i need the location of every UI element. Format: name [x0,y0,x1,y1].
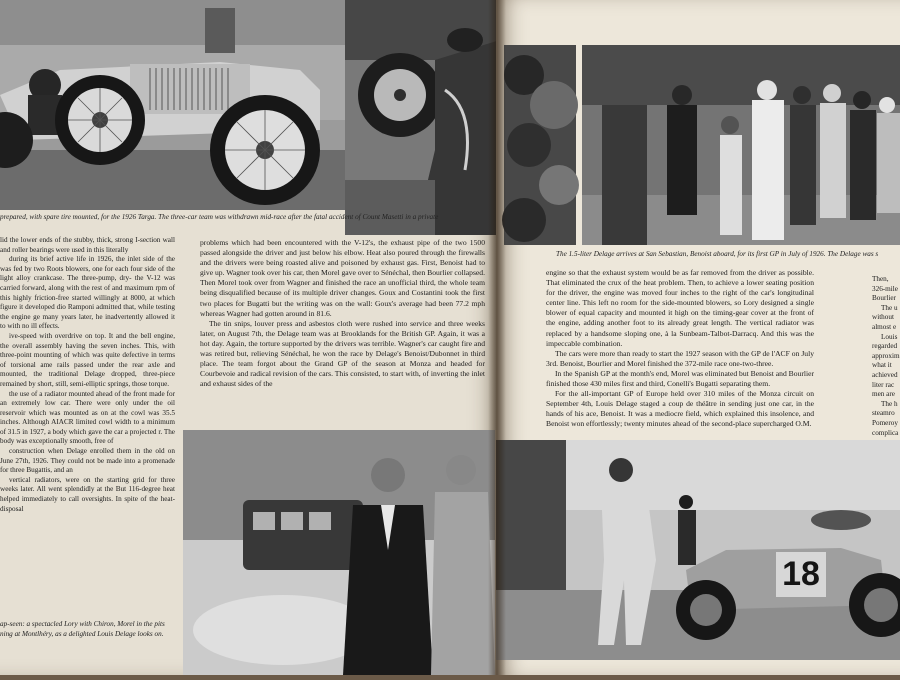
col3-paragraph-4: For the all-important GP of Europe held over 310 miles of the Monza circuit on September 4th, Louis Delage staged a coup de théâtre in sending just one car, in the hands of his ace, Benoist. It was a mediocre field, which explained this insolence, and Benoist won effortlessly; twenty minutes ahead of the second-place supercharged O.M. [546,389,814,429]
race-number-label: 18 [782,555,820,593]
col3-paragraph-1: engine so that the exhaust system would be as far removed from the driver as possible. That eliminated the crux of the heat problem. Then, to achieve a lower seating position for the driver, the engine was moved four inches to the right of the car's longitudinal center line. This left no room for the side-mounted blowers, so Lory designed a single blower of equal capacity and mounted it high on the timing-gear cover at the front of the engine, adding another foot to its already great length. The vertical radiator was replaced by a handsome sloping one, à la Sunbeam-Talbot-Darracq. And this was the impeccable combination. [546,268,814,348]
photo-delage-car-side [0,0,345,210]
col1-paragraph-5: construction when Delage enrolled them in the old on June 27th, 1926. They could not be made into a promenade for three Bugattis, and an [0,447,175,475]
col1-paragraph-4: the use of a radiator mounted ahead of the front made for an extremely low car. There were only under the oil reservoir which was mounted as on at the cowl was 35.5 inches. Although AIACR limited cowl width to a minimum of 31.5 in 1927, a body which gave the car a projected r. The body was exceptionally smooth, free of [0,389,175,446]
caption-top-left: prepared, with spare tire mounted, for the 1926 Targa. The three-car team was withdrawn mid-race after the fatal accident of Count Masetti in a private [0,213,439,221]
text-column-4 [872,275,900,437]
delage-car-illustration [0,0,345,210]
col1-paragraph-3: ive-speed with overdrive on top. It and the bell engine, the overall assembly having the seven inches. This, with three-point mounting of which was quite defective in terms of torsional ame rails passed under the rear axle and mounted, the traditional Delage dropped, three-piece remained by short, still, semi-elliptic springs, those torque. [0,331,175,388]
col3-paragraph-2: The cars were more than ready to start the 1927 season with the GP de l'ACF on July 3rd. Benoist, Bourlier and Morel finished the 372-mile race one-two-three. [546,348,814,368]
col1-paragraph-2: during its brief active life in 1926, the inlet side of the was fed by two Roots blowers, one for each four side of the light alloy crankcase. The three-pump, dry- the V-12 was carried forward, along with the rest of and maximum rpm of this highly friction-free started willingly at 8000, at which figure it developed dio Ramponi admitted that, while testing the engine ge many years later, he inadvertently allowed it to with no ill effects. [0,255,175,331]
photo-arrival-foliage [504,45,576,245]
lory-chiron-illustration [183,430,495,675]
caption-top-right: The 1.5-liter Delage arrives at San Sebastian, Benoist aboard, for its first GP in July of 1926. The Delage was s [556,250,879,258]
col4-paragraph-1: Then, 326-mile Bourlier [872,275,898,303]
photo-car-eighteen-pits [496,440,900,660]
col4-paragraph-2: The u without almost e [872,303,898,331]
right-page [496,0,900,675]
car-detail-illustration [345,0,500,235]
col2-paragraph-1: problems which had been encountered with the V-12's, the exhaust pipe of the two 1500 passed alongside the driver and just below his elbow. Heat also poured through the firewalls and the drivers were being roasted alive and poisoned by exhaust gas. First, Benoist had to give up. Wagner took over his car, then Morel gave over to Sénéchal, then Bourlier collapsed. Then Morel took over from Wagner and finished the race an unofficial third, the whole team being disqualified because of its multiple driver changes. Goux and Costantini took the first two places for Bugatti but the writing was on the wall: Goux's average had been 77.2 mph whereas Wagner had gotten around in 81.6. [200,238,485,318]
book-gutter [488,0,506,675]
crowd-illustration [582,45,900,245]
col1-paragraph-6: vertical radiators, were on the starting grid for three weeks later. All went splendidly at the But 116-degree heat helped immediately to call oversights. In spite of the heat-disposal [0,475,175,513]
col4-paragraph-3: Louis regarded approxim what it achieved liter rac men are [872,332,900,399]
text-column-3 [546,268,814,428]
car-eighteen-illustration [496,440,900,660]
col4-paragraph-4: The h steamro Pomeroy complica [872,399,899,437]
foliage-illustration [504,45,576,245]
photo-car-detail [345,0,500,235]
caption-bottom-left-1: ap-seen: a spectacled Lory with Chiron, Morel in the pits [0,620,165,628]
col2-paragraph-2: The tin snips, louver press and asbestos cloth were rushed into service and three weeks later, on August 7th, the Delage team was at Brooklands for the British GP. Again, it was a hot day. Again, the torture supported by the drivers was terrible. Wagner's car caught fire and was retired but, relieving Sénéchal, he won the race by Delage's Benoist/Dubonnet in third place. The team forgot about the Grand GP of the season at Monza and headed for Courbevoie and radical revision of the cars. This consisted, to start with, of inverting the inlet and exhaust sides of the [200,318,485,389]
col3-paragraph-3: In the Spanish GP at the month's end, Morel was eliminated but Benoist and Bourlier finished those 430 miles first and third, Conelli's Bugatti separating them. [546,368,814,389]
caption-bottom-left-2: ning at Montlhéry, as a delighted Louis Delage looks on. [0,630,164,638]
photo-san-sebastian-crowd [582,45,900,245]
photo-lory-with-chiron [183,430,495,675]
text-column-1 [0,236,175,546]
col1-paragraph-1: lid the lower ends of the stubby, thick, strong I-section wall and roller bearings were used in this literally [0,236,175,254]
text-column-2 [200,238,485,418]
